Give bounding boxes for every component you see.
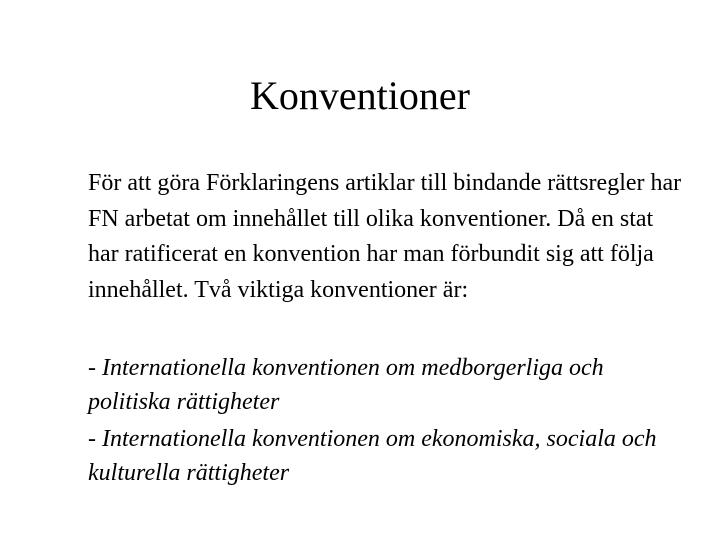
convention-list [88, 351, 688, 493]
list-dash: - [88, 355, 102, 381]
list-item [88, 422, 688, 490]
slide-title: Konventioner [250, 73, 470, 118]
list-item [88, 351, 688, 419]
list-dash: - [88, 426, 102, 452]
list-item-text: Internationella konventionen om medborgerliga och politiska rättigheter [88, 355, 604, 415]
slide-paragraph: För att göra Förklaringens artiklar till bindande rättsregler har FN arbetat om innehållet till olika konventioner. Då en stat har ratificerat en konvention har man förbundit sig att följa innehållet. Två viktiga konventioner är: [88, 170, 682, 303]
list-item-text: Internationella konventionen om ekonomiska, sociala och kulturella rättigheter [88, 426, 657, 486]
